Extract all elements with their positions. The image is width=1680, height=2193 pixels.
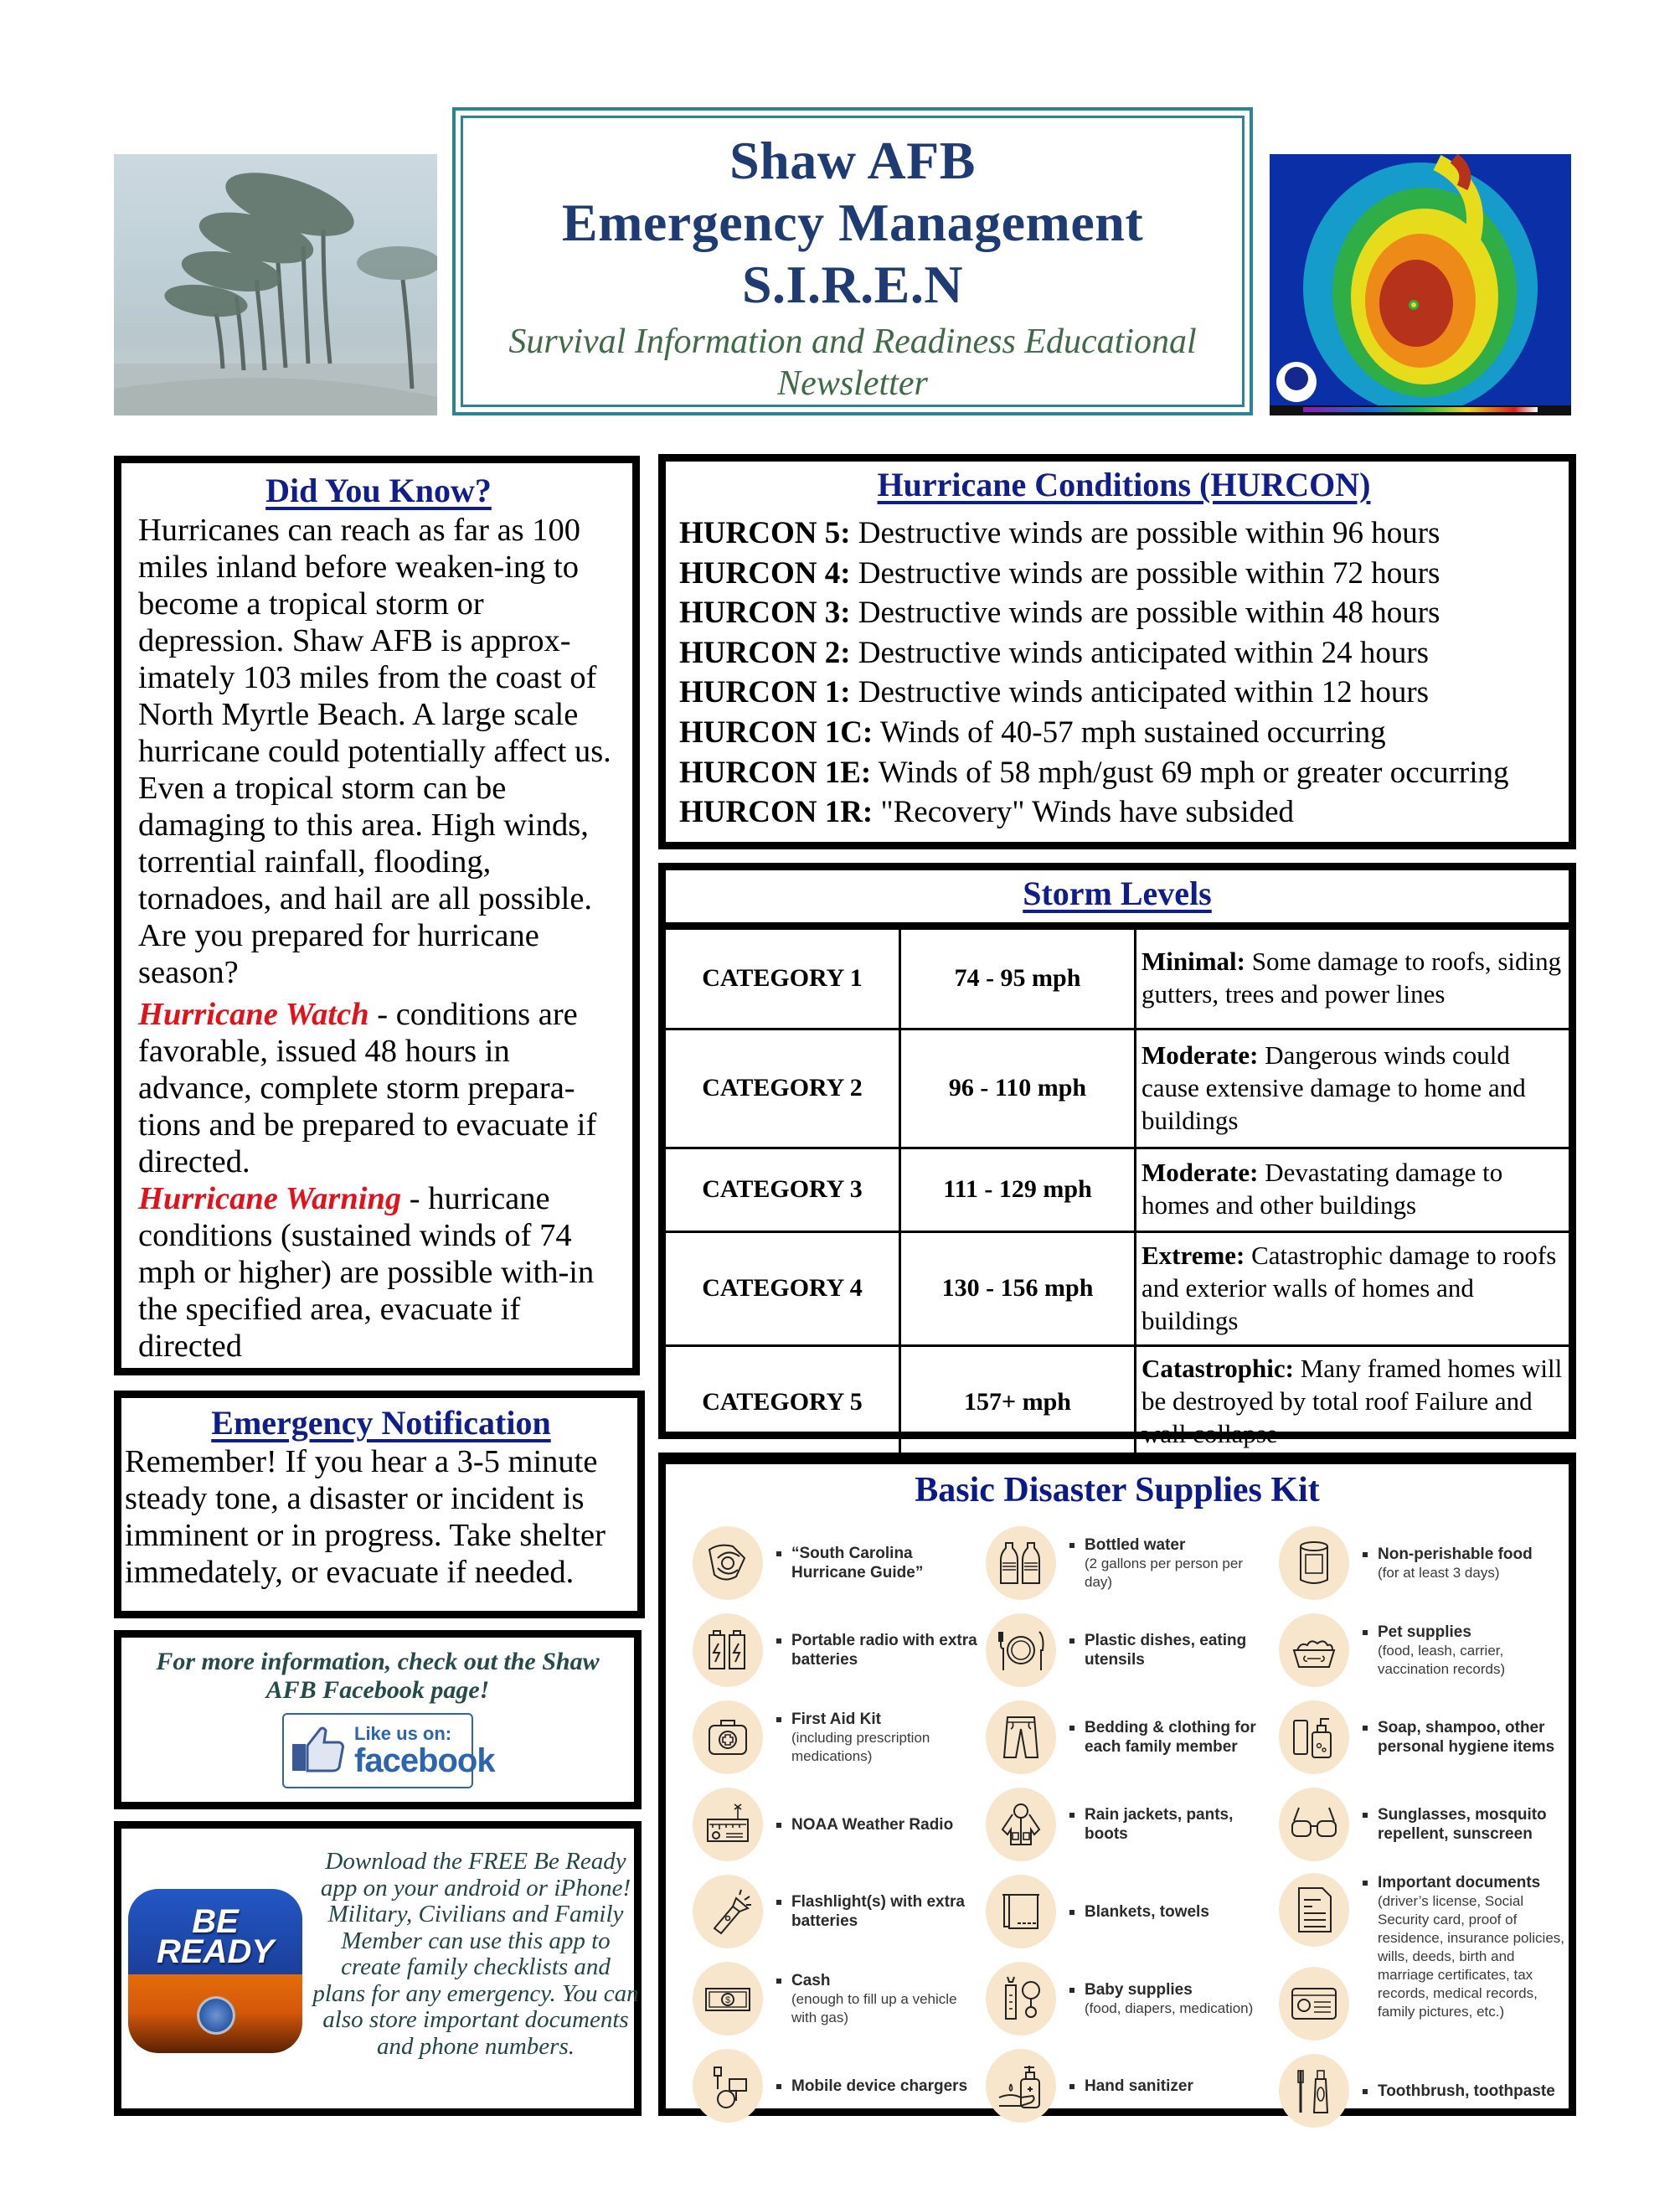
hurcon-level: HURCON 1E: — [679, 755, 872, 790]
hurricane-watch-term: Hurricane Watch — [138, 997, 369, 1032]
storm-levels-box — [658, 863, 1576, 1449]
supply-item — [693, 1520, 977, 1607]
supply-item-text — [776, 1631, 977, 1669]
supply-item — [1279, 1520, 1572, 1607]
supply-item — [986, 1607, 1270, 1694]
supply-item-note: (driver’s license, Social Security card, proof of residence, insurance policies, wills, deeds, birth and marriage certificates, tax records, medical records, family pictures, etc.) — [1378, 1893, 1565, 2020]
hurricane-watch-definition — [138, 996, 619, 1180]
supply-item — [1279, 1868, 1572, 2020]
hand-sanitizer-icon — [986, 2049, 1056, 2123]
hurcon-level: HURCON 1R: — [679, 795, 873, 830]
hurcon-row — [679, 633, 1569, 673]
satellite-swirl-illustration — [1270, 154, 1571, 415]
be-ready-app-icon[interactable] — [128, 1889, 302, 2053]
newsletter-title-frame — [452, 107, 1253, 415]
palm-trees-illustration — [114, 154, 437, 415]
category-cell: CATEGORY 4 — [666, 1231, 900, 1345]
supply-item — [986, 1955, 1270, 2042]
wind-speed-cell: 74 - 95 mph — [900, 930, 1136, 1029]
towel-icon — [986, 1875, 1056, 1948]
hurcon-level: HURCON 3: — [679, 596, 851, 631]
supplies-column-1 — [693, 1520, 977, 2129]
be-ready-description: Download the FREE Be Ready app on your android or iPhone! Military, Civilians and Family Member can use this app to create family checklists and plans for any emergency. You can also store important documents and phone numbers. — [312, 1848, 639, 2060]
hurcon-text: Destructive winds are possible within 72 hours — [850, 555, 1440, 591]
supply-item-text — [1069, 1718, 1270, 1757]
hurricane-palm-trees-photo — [114, 154, 437, 415]
hurcon-text: "Recovery" Winds have subsided — [873, 795, 1295, 830]
cash-icon — [693, 1962, 763, 2036]
toothbrush-icon — [1279, 2054, 1349, 2128]
severity-label: Extreme: — [1141, 1240, 1245, 1270]
emergency-notification-box — [114, 1391, 645, 1618]
supply-item-text — [1069, 1631, 1270, 1669]
supply-item-label: Hand sanitizer — [1069, 2077, 1193, 2096]
supply-item-text — [1069, 1980, 1253, 2018]
pet-bowl-icon — [1279, 1613, 1349, 1687]
category-cell: CATEGORY 1 — [666, 930, 900, 1029]
be-ready-icon-word-2: READY — [156, 1933, 275, 1970]
description-cell — [1136, 1148, 1569, 1231]
emergency-notification-text: Remember! If you hear a 3-5 minute steady tone, a disaster or incident is imminent or in progress. Take shelter immedately, or evacuate if needed. — [125, 1444, 606, 1590]
supply-item-note: (food, diapers, medication) — [1085, 2000, 1254, 2016]
supply-item — [1279, 2047, 1572, 2134]
hurcon-row — [679, 593, 1569, 633]
supply-item-label: Cash — [776, 1971, 977, 1990]
supply-item-text — [776, 1971, 977, 2027]
flashlight-icon — [693, 1875, 763, 1948]
document-icon — [1279, 1873, 1349, 1947]
supply-item-label: Bedding & clothing for each family member — [1069, 1718, 1270, 1757]
facebook-box — [114, 1630, 642, 1809]
table-row — [666, 1029, 1569, 1148]
supplies-kit-title: Basic Disaster Supplies Kit — [915, 1471, 1320, 1509]
supply-item-text — [776, 1815, 953, 1834]
supply-item — [1279, 1607, 1572, 1694]
supply-item-label: Pet supplies — [1363, 1623, 1572, 1642]
severity-label: Minimal: — [1141, 947, 1245, 977]
storm-levels-title — [666, 870, 1569, 930]
description-cell — [1136, 1231, 1569, 1345]
supply-item — [693, 1868, 977, 1955]
supply-item-label: Toothbrush, toothpaste — [1363, 2082, 1555, 2101]
hurcon-title: Hurricane Conditions (HURCON) — [877, 466, 1371, 503]
hurcon-level: HURCON 1C: — [679, 715, 873, 750]
supplies-kit-box — [658, 1453, 1576, 2116]
hurcon-text: Winds of 40-57 mph sustained occurring — [873, 715, 1386, 750]
supply-item — [986, 1694, 1270, 1781]
supply-item-text — [776, 1544, 977, 1582]
wind-speed-cell: 157+ mph — [900, 1345, 1136, 1458]
category-cell: CATEGORY 5 — [666, 1345, 900, 1458]
hurcon-row — [679, 713, 1569, 753]
supply-item-label: Flashlight(s) with extra batteries — [776, 1892, 977, 1931]
supply-item-text — [1363, 1623, 1572, 1679]
facebook-button-text — [354, 1724, 495, 1778]
hygiene-products-icon — [1279, 1700, 1349, 1774]
supply-item-note: (including prescription medications) — [791, 1729, 930, 1764]
food-can-icon — [1279, 1526, 1349, 1600]
supply-item-text — [1363, 1545, 1533, 1582]
supply-item-label: Bottled water — [1069, 1535, 1270, 1555]
subtitle — [463, 321, 1242, 405]
wind-speed-cell: 130 - 156 mph — [900, 1231, 1136, 1345]
supply-item-label: NOAA Weather Radio — [776, 1815, 953, 1834]
title-line-3: S.I.R.E.N — [741, 255, 964, 314]
supply-item-note: (2 gallons per person per day) — [1085, 1555, 1244, 1590]
be-ready-icon-word-1: BE — [192, 1903, 239, 1940]
supplies-column-2 — [986, 1520, 1270, 2129]
supply-item — [1279, 1781, 1572, 1868]
batteries-icon — [693, 1613, 763, 1687]
wind-speed-cell: 111 - 129 mph — [900, 1148, 1136, 1231]
supply-item — [1279, 1694, 1572, 1781]
supply-item-text — [776, 1710, 977, 1766]
severity-label: Moderate: — [1141, 1158, 1259, 1187]
severity-label: Catastrophic: — [1141, 1354, 1294, 1384]
supply-item-note: (for at least 3 days) — [1378, 1564, 1500, 1581]
description-cell — [1136, 1345, 1569, 1458]
supply-item-text — [1069, 1805, 1270, 1844]
supply-item-label: Blankets, towels — [1069, 1902, 1209, 1922]
hurcon-text: Destructive winds are possible within 48 hours — [850, 596, 1440, 631]
facebook-promo-text: For more information, check out the Shaw AFB Facebook page! — [156, 1648, 600, 1704]
supply-item-label: First Aid Kit — [776, 1710, 977, 1729]
supply-item-label: “South Carolina Hurricane Guide” — [776, 1544, 977, 1582]
supply-item — [693, 1781, 977, 1868]
hurcon-row — [679, 753, 1569, 793]
supply-item-note: (food, leash, carrier, vaccination records) — [1378, 1642, 1506, 1677]
hurcon-row — [679, 554, 1569, 594]
supplies-column-3 — [1279, 1520, 1572, 2134]
table-row — [666, 1345, 1569, 1458]
id-card-icon — [1279, 1967, 1349, 2041]
category-cell: CATEGORY 2 — [666, 1029, 900, 1148]
supply-item — [693, 1607, 977, 1694]
hurricane-warning-definition — [138, 1180, 619, 1365]
hurricane-satellite-image — [1270, 154, 1571, 415]
hurcon-level: HURCON 2: — [679, 635, 851, 670]
hurricane-warning-text: - hurricane conditions (sustained winds of 74 mph or higher) are possible with-in the specified area, evacuate if directed — [138, 1181, 595, 1364]
hurricane-warning-term: Hurricane Warning — [138, 1181, 402, 1216]
hurcon-row — [679, 513, 1569, 554]
hurcon-list — [679, 513, 1569, 833]
hurcon-text: Destructive winds anticipated within 12 hours — [850, 675, 1430, 710]
first-aid-kit-icon — [693, 1700, 763, 1774]
facebook-like-button[interactable] — [282, 1713, 495, 1788]
supply-item — [693, 2042, 977, 2129]
hurcon-box — [658, 454, 1576, 849]
afem-seal-icon — [197, 1996, 235, 2035]
hurricane-watch-text: - conditions are favorable, issued 48 hours in advance, complete storm prepara-tions and be prepared to evacuate if directed. — [138, 997, 597, 1179]
supply-item-text — [1069, 1902, 1209, 1922]
svg-text:$: $ — [724, 1995, 731, 2005]
plate-utensils-icon — [986, 1613, 1056, 1687]
title-line-2: Emergency Management — [561, 193, 1144, 252]
supply-item — [986, 1781, 1270, 1868]
description-text: Dangerous winds could cause extensive damage to home and buildings — [1141, 1040, 1526, 1135]
radio-icon — [693, 1788, 763, 1861]
supply-item-text — [1069, 1535, 1270, 1592]
table-row — [666, 1148, 1569, 1231]
supply-item — [986, 2042, 1270, 2129]
description-cell — [1136, 1029, 1569, 1148]
subtitle-line-1: Survival Information and Readiness Educational — [508, 322, 1197, 361]
supply-item-label: Portable radio with extra batteries — [776, 1631, 977, 1669]
supply-item-label: Rain jackets, pants, boots — [1069, 1805, 1270, 1844]
supply-item-label: Mobile device chargers — [776, 2077, 967, 2096]
supply-item-label: Soap, shampoo, other personal hygiene items — [1363, 1718, 1572, 1757]
severity-label: Moderate: — [1141, 1040, 1259, 1070]
hurricane-map-icon — [693, 1526, 763, 1600]
supply-item-text — [776, 2077, 967, 2096]
hurcon-level: HURCON 1: — [679, 675, 851, 710]
did-you-know-text — [138, 512, 619, 1365]
table-row — [666, 1231, 1569, 1345]
description-text: Catastrophic damage to roofs and exterior walls of homes and buildings — [1141, 1240, 1557, 1335]
supply-item — [693, 1694, 977, 1781]
did-you-know-box — [114, 456, 640, 1375]
supply-item-label: Important documents — [1363, 1873, 1572, 1892]
sunglasses-icon — [1279, 1788, 1349, 1861]
supply-item-note: (enough to fill up a vehicle with gas) — [791, 1990, 957, 2025]
wind-speed-cell: 96 - 110 mph — [900, 1029, 1136, 1148]
supply-item-label: Sunglasses, mosquito repellent, sunscreen — [1363, 1805, 1572, 1844]
category-cell: CATEGORY 3 — [666, 1148, 900, 1231]
supply-item-text — [776, 1892, 977, 1931]
supply-item — [986, 1868, 1270, 1955]
supply-item — [693, 1955, 977, 2042]
hurcon-text: Winds of 58 mph/gust 69 mph or greater occurring — [871, 755, 1509, 790]
supply-item-text — [1363, 2082, 1555, 2101]
facebook-like-label: Like us on: — [354, 1723, 452, 1744]
supply-item-label: Non-perishable food — [1363, 1545, 1533, 1564]
table-row — [666, 930, 1569, 1029]
supply-item-label: Plastic dishes, eating utensils — [1069, 1631, 1270, 1669]
supply-item-text — [1363, 1873, 1572, 2021]
hurcon-text: Destructive winds are possible within 96 hours — [850, 516, 1440, 550]
facebook-wordmark: facebook — [354, 1742, 495, 1779]
charger-icon — [693, 2049, 763, 2123]
hurcon-level: HURCON 5: — [679, 516, 851, 550]
did-you-know-title: Did You Know? — [265, 472, 492, 509]
description-text: Many framed homes will be destroyed by total roof Failure and wall collapse — [1141, 1354, 1563, 1449]
supply-item-text — [1069, 2077, 1193, 2096]
description-cell — [1136, 930, 1569, 1029]
storm-levels-table — [666, 930, 1569, 1458]
rain-jacket-icon — [986, 1788, 1056, 1861]
hurcon-text: Destructive winds anticipated within 24 hours — [850, 635, 1430, 670]
baby-bottle-icon — [986, 1962, 1056, 2036]
hurcon-row — [679, 673, 1569, 713]
supply-item-label: Baby supplies — [1069, 1980, 1253, 2000]
pants-icon — [986, 1700, 1056, 1774]
hurcon-row — [679, 792, 1569, 833]
description-text: Devastating damage to homes and other buildings — [1141, 1158, 1503, 1220]
hurcon-level: HURCON 4: — [679, 555, 851, 591]
supply-item-text — [1363, 1718, 1572, 1757]
thumbs-up-icon — [291, 1724, 346, 1778]
title-line-1: Shaw AFB — [729, 131, 976, 190]
subtitle-line-2: Newsletter — [777, 364, 928, 403]
emergency-notification-title: Emergency Notification — [211, 1404, 551, 1442]
water-bottles-icon — [986, 1526, 1056, 1600]
storm-levels-title-text: Storm Levels — [1023, 875, 1212, 912]
description-text: Some damage to roofs, siding gutters, trees and power lines — [1141, 947, 1562, 1009]
did-you-know-paragraph: Hurricanes can reach as far as 100 miles inland before weaken-ing to become a tropical storm or depression. Shaw AFB is approx-imately 103 miles from the coast of North Myrtle Beach. A large scale hurricane could potentially affect us. Even a tropical storm can be damaging to this area. High winds, torrential rainfall, flooding, tornadoes, and hail are all possible. Are you prepared for hurricane season? — [138, 513, 611, 990]
supply-item — [986, 1520, 1270, 1607]
supply-item-text — [1363, 1805, 1572, 1844]
be-ready-box — [114, 1821, 642, 2116]
